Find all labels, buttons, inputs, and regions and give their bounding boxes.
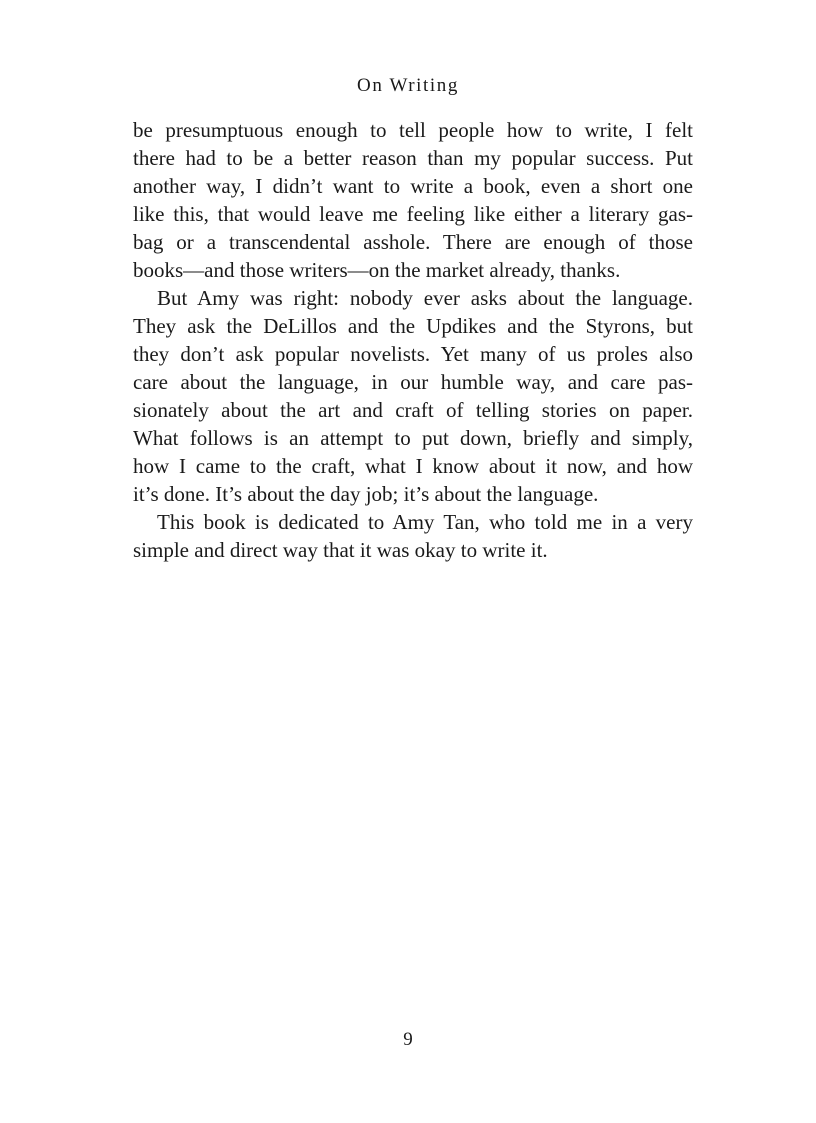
paragraph-3 xyxy=(133,508,693,564)
text-line: They ask the DeLillos and the Updikes and the Styrons, but xyxy=(133,314,693,338)
running-head: On Writing xyxy=(357,75,459,96)
text-line: But Amy was right: nobody ever asks about the language. xyxy=(157,286,693,310)
text-line: bag or a transcendental asshole. There are enough of those xyxy=(133,230,693,254)
text-line: This book is dedicated to Amy Tan, who told me in a very xyxy=(157,510,693,534)
text-line: simple and direct way that it was okay to write it. xyxy=(133,538,548,562)
paragraph-2 xyxy=(133,284,693,508)
text-line: like this, that would leave me feeling like either a literary gas- xyxy=(133,202,693,226)
page-number: 9 xyxy=(403,1029,413,1050)
text-line: What follows is an attempt to put down, briefly and simply, xyxy=(133,426,693,450)
text-line: how I came to the craft, what I know about it now, and how xyxy=(133,454,693,478)
paragraph-1 xyxy=(133,116,693,284)
text-line: it’s done. It’s about the day job; it’s about the language. xyxy=(133,482,599,506)
text-line: books—and those writers—on the market already, thanks. xyxy=(133,258,621,282)
text-line: care about the language, in our humble way, and care pas- xyxy=(133,370,693,394)
text-line: another way, I didn’t want to write a book, even a short one xyxy=(133,174,693,198)
text-line: be presumptuous enough to tell people how to write, I felt xyxy=(133,118,693,142)
body-text xyxy=(133,116,693,564)
text-line: they don’t ask popular novelists. Yet many of us proles also xyxy=(133,342,693,366)
text-line: there had to be a better reason than my popular success. Put xyxy=(133,146,693,170)
text-line: sionately about the art and craft of telling stories on paper. xyxy=(133,398,693,422)
